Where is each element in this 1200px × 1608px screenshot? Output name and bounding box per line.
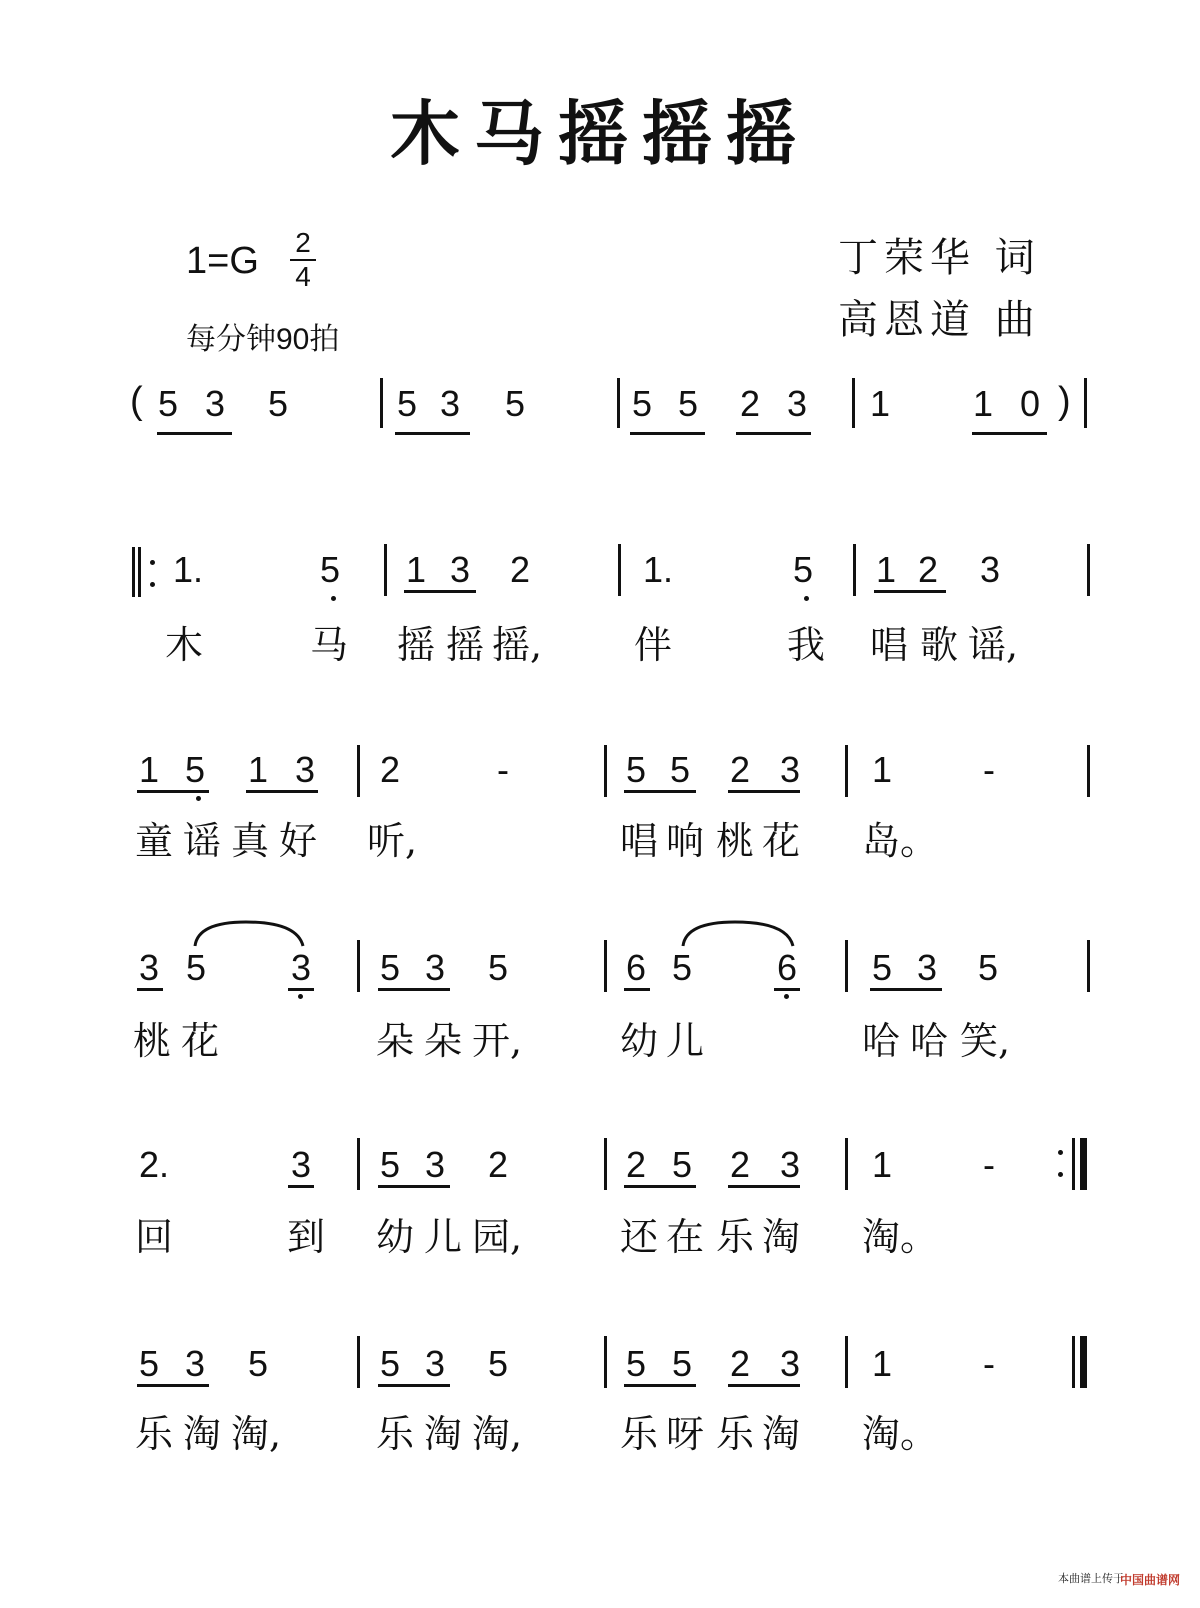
underline-beam bbox=[137, 790, 209, 793]
lyric-char: 谣, bbox=[968, 623, 1019, 667]
note: 1 bbox=[973, 383, 994, 424]
composer-credit: 高恩道 曲 bbox=[838, 297, 1041, 343]
lyric-char: 在 bbox=[666, 1215, 705, 1259]
note: 5 bbox=[488, 1343, 509, 1384]
underline-beam bbox=[624, 790, 696, 793]
note: 3 bbox=[917, 947, 938, 988]
low-octave-dot bbox=[196, 796, 201, 801]
note: 5 bbox=[397, 383, 418, 424]
lyric-char: 我 bbox=[787, 623, 826, 667]
note: 5 bbox=[672, 947, 693, 988]
underline-beam bbox=[378, 1384, 450, 1387]
lyric-char: 幼 bbox=[376, 1215, 415, 1259]
underline-beam bbox=[137, 1384, 209, 1387]
note: 6 bbox=[626, 947, 647, 988]
lyric-char: 乐 bbox=[376, 1412, 415, 1456]
barline bbox=[138, 547, 141, 597]
barline bbox=[1087, 745, 1090, 797]
barline bbox=[1087, 940, 1090, 992]
note: 1 bbox=[876, 549, 897, 590]
note: 3 bbox=[980, 549, 1001, 590]
note: 2. bbox=[139, 1144, 170, 1185]
barline bbox=[380, 378, 383, 428]
note: 5 bbox=[268, 383, 289, 424]
note: 5 bbox=[158, 383, 179, 424]
intro-close-paren: ) bbox=[1058, 380, 1071, 422]
underline-beam bbox=[137, 988, 163, 991]
lyric-char: 到 bbox=[287, 1215, 326, 1259]
note: 3 bbox=[291, 1144, 312, 1185]
barline bbox=[604, 1336, 607, 1388]
lyric-char: 幼 bbox=[620, 1019, 659, 1063]
site-logo: 中国曲谱网 bbox=[1119, 1573, 1180, 1587]
low-octave-dot bbox=[784, 994, 789, 999]
lyricist-credit: 丁荣华 词 bbox=[838, 235, 1041, 281]
underline-beam bbox=[728, 1185, 800, 1188]
note: 2 bbox=[380, 749, 401, 790]
underline-beam bbox=[404, 590, 476, 593]
lyric-char: 淘, bbox=[472, 1412, 523, 1456]
note: 2 bbox=[488, 1144, 509, 1185]
lyric-char: 唱 bbox=[620, 819, 659, 863]
note: 1 bbox=[870, 383, 891, 424]
lyric-char: 桃 bbox=[133, 1019, 172, 1063]
underline-beam bbox=[774, 988, 800, 991]
note: 3 bbox=[185, 1343, 206, 1384]
note: 5 bbox=[978, 947, 999, 988]
note: 2 bbox=[730, 749, 751, 790]
note: 1. bbox=[173, 549, 204, 590]
tempo-marking: 每分钟90拍 bbox=[186, 323, 340, 356]
underline-beam bbox=[624, 988, 650, 991]
barline bbox=[604, 940, 607, 992]
barline bbox=[357, 745, 360, 797]
intro-open-paren: ( bbox=[130, 380, 143, 422]
note: 1 bbox=[248, 749, 269, 790]
low-octave-dot bbox=[331, 596, 336, 601]
underline-beam bbox=[728, 790, 800, 793]
underline-beam bbox=[246, 790, 318, 793]
lyric-char: 朵 bbox=[424, 1019, 463, 1063]
barline bbox=[1072, 1336, 1075, 1388]
lyric-char: 好 bbox=[279, 819, 318, 863]
note: 3 bbox=[205, 383, 226, 424]
underline-beam bbox=[870, 988, 942, 991]
lyric-char: 儿 bbox=[666, 1019, 705, 1063]
lyric-char: 谣 bbox=[183, 819, 222, 863]
note: 3 bbox=[780, 1144, 801, 1185]
barline bbox=[1087, 544, 1090, 596]
underline-beam bbox=[378, 988, 450, 991]
underline-beam bbox=[624, 1185, 696, 1188]
note: 5 bbox=[672, 1343, 693, 1384]
barline bbox=[617, 378, 620, 428]
note: 1 bbox=[139, 749, 160, 790]
lyric-char: 乐 bbox=[716, 1215, 755, 1259]
barline bbox=[1084, 378, 1087, 428]
lyric-char: 童 bbox=[135, 819, 174, 863]
note: 5 bbox=[670, 749, 691, 790]
lyric-char: 乐 bbox=[135, 1412, 174, 1456]
low-octave-dot bbox=[804, 596, 809, 601]
note: 3 bbox=[440, 383, 461, 424]
note: 3 bbox=[787, 383, 808, 424]
lyric-char: 淘 bbox=[762, 1412, 801, 1456]
barline bbox=[845, 1138, 848, 1190]
underline-beam bbox=[972, 432, 1047, 435]
lyric-char: 桃 bbox=[716, 819, 755, 863]
barline bbox=[132, 547, 135, 597]
lyric-char: 还 bbox=[620, 1215, 659, 1259]
note: 1. bbox=[643, 549, 674, 590]
tie-arc bbox=[192, 918, 310, 948]
barline bbox=[357, 1336, 360, 1388]
note: 5 bbox=[678, 383, 699, 424]
lyric-char: 摇, bbox=[492, 623, 543, 667]
note: 2 bbox=[510, 549, 531, 590]
lyric-char: 唱 bbox=[870, 623, 909, 667]
sustain-dash: - bbox=[983, 1144, 995, 1185]
note: 6 bbox=[777, 947, 798, 988]
note: 1 bbox=[872, 749, 893, 790]
note: 3 bbox=[291, 947, 312, 988]
note: 5 bbox=[380, 947, 401, 988]
note: 5 bbox=[632, 383, 653, 424]
tie-arc bbox=[680, 918, 800, 948]
low-octave-dot bbox=[298, 994, 303, 999]
lyric-char: 哈 bbox=[910, 1019, 949, 1063]
barline-thick bbox=[1080, 1336, 1087, 1388]
note: 5 bbox=[185, 749, 206, 790]
note: 5 bbox=[872, 947, 893, 988]
sustain-dash: - bbox=[983, 1343, 995, 1384]
lyric-char: 回 bbox=[135, 1215, 174, 1259]
note: 5 bbox=[380, 1343, 401, 1384]
note: 1 bbox=[872, 1343, 893, 1384]
barline bbox=[853, 544, 856, 596]
lyric-char: 听, bbox=[367, 819, 418, 863]
barline bbox=[845, 940, 848, 992]
barline bbox=[845, 1336, 848, 1388]
barline bbox=[384, 544, 387, 596]
note: 5 bbox=[320, 549, 341, 590]
barline bbox=[852, 378, 855, 428]
note: 5 bbox=[186, 947, 207, 988]
note: 2 bbox=[730, 1144, 751, 1185]
lyric-char: 摇 bbox=[446, 623, 485, 667]
repeat-dot bbox=[1058, 1150, 1063, 1155]
lyric-char: 哈 bbox=[862, 1019, 901, 1063]
lyric-char: 木 bbox=[165, 623, 204, 667]
lyric-char: 淘。 bbox=[862, 1412, 939, 1456]
lyric-char: 歌 bbox=[920, 623, 959, 667]
note: 2 bbox=[626, 1144, 647, 1185]
lyric-char: 园, bbox=[472, 1215, 523, 1259]
lyric-char: 响 bbox=[666, 819, 705, 863]
note: 1 bbox=[872, 1144, 893, 1185]
underline-beam bbox=[378, 1185, 450, 1188]
lyric-char: 淘 bbox=[424, 1412, 463, 1456]
note: 5 bbox=[793, 549, 814, 590]
note: 3 bbox=[450, 549, 471, 590]
underline-beam bbox=[630, 432, 705, 435]
note: 1 bbox=[406, 549, 427, 590]
time-signature-bottom: 4 bbox=[295, 261, 311, 292]
lyric-char: 乐 bbox=[620, 1412, 659, 1456]
note: 5 bbox=[626, 1343, 647, 1384]
repeat-dot bbox=[150, 560, 155, 565]
footer-text: 本曲谱上传于 bbox=[1058, 1572, 1124, 1585]
note: 2 bbox=[740, 383, 761, 424]
barline bbox=[357, 940, 360, 992]
time-signature bbox=[290, 228, 316, 292]
barline bbox=[845, 745, 848, 797]
note: 3 bbox=[425, 947, 446, 988]
note: 5 bbox=[626, 749, 647, 790]
sustain-dash: - bbox=[983, 749, 995, 790]
lyric-char: 淘。 bbox=[862, 1215, 939, 1259]
note: 3 bbox=[425, 1343, 446, 1384]
note: 5 bbox=[380, 1144, 401, 1185]
note: 3 bbox=[139, 947, 160, 988]
note: 3 bbox=[780, 1343, 801, 1384]
note: 3 bbox=[425, 1144, 446, 1185]
lyric-char: 淘 bbox=[183, 1412, 222, 1456]
lyric-char: 真 bbox=[231, 819, 270, 863]
lyric-char: 岛。 bbox=[862, 819, 939, 863]
lyric-char: 淘, bbox=[231, 1412, 282, 1456]
lyric-char: 花 bbox=[762, 819, 801, 863]
sustain-dash: - bbox=[497, 749, 509, 790]
time-signature-top: 2 bbox=[295, 227, 311, 258]
lyric-char: 儿 bbox=[424, 1215, 463, 1259]
lyric-char: 马 bbox=[310, 623, 349, 667]
note: 2 bbox=[730, 1343, 751, 1384]
underline-beam bbox=[395, 432, 470, 435]
lyric-char: 伴 bbox=[634, 623, 673, 667]
lyric-char: 摇 bbox=[397, 623, 436, 667]
underline-beam bbox=[288, 988, 314, 991]
lyric-char: 开, bbox=[472, 1019, 523, 1063]
key-signature: 1=G bbox=[186, 240, 259, 282]
note: 0 bbox=[1020, 383, 1041, 424]
lyric-char: 呀 bbox=[666, 1412, 705, 1456]
lyric-char: 笑, bbox=[960, 1019, 1011, 1063]
repeat-dot bbox=[150, 582, 155, 587]
note: 5 bbox=[139, 1343, 160, 1384]
note: 2 bbox=[918, 549, 939, 590]
underline-beam bbox=[728, 1384, 800, 1387]
lyric-char: 淘 bbox=[762, 1215, 801, 1259]
lyric-char: 花 bbox=[181, 1019, 220, 1063]
barline bbox=[604, 1138, 607, 1190]
underline-beam bbox=[736, 432, 811, 435]
lyric-char: 朵 bbox=[376, 1019, 415, 1063]
barline bbox=[618, 544, 621, 596]
note: 5 bbox=[488, 947, 509, 988]
lyric-char: 乐 bbox=[716, 1412, 755, 1456]
underline-beam bbox=[874, 590, 946, 593]
note: 5 bbox=[672, 1144, 693, 1185]
note: 5 bbox=[505, 383, 526, 424]
note: 5 bbox=[248, 1343, 269, 1384]
barline bbox=[1072, 1138, 1075, 1190]
note: 3 bbox=[780, 749, 801, 790]
underline-beam bbox=[624, 1384, 696, 1387]
underline-beam bbox=[157, 432, 232, 435]
note: 3 bbox=[295, 749, 316, 790]
barline-thick bbox=[1080, 1138, 1087, 1190]
barline bbox=[357, 1138, 360, 1190]
underline-beam bbox=[288, 1185, 314, 1188]
repeat-dot bbox=[1058, 1172, 1063, 1177]
barline bbox=[604, 745, 607, 797]
page-title: 木马摇摇摇 bbox=[390, 92, 810, 175]
